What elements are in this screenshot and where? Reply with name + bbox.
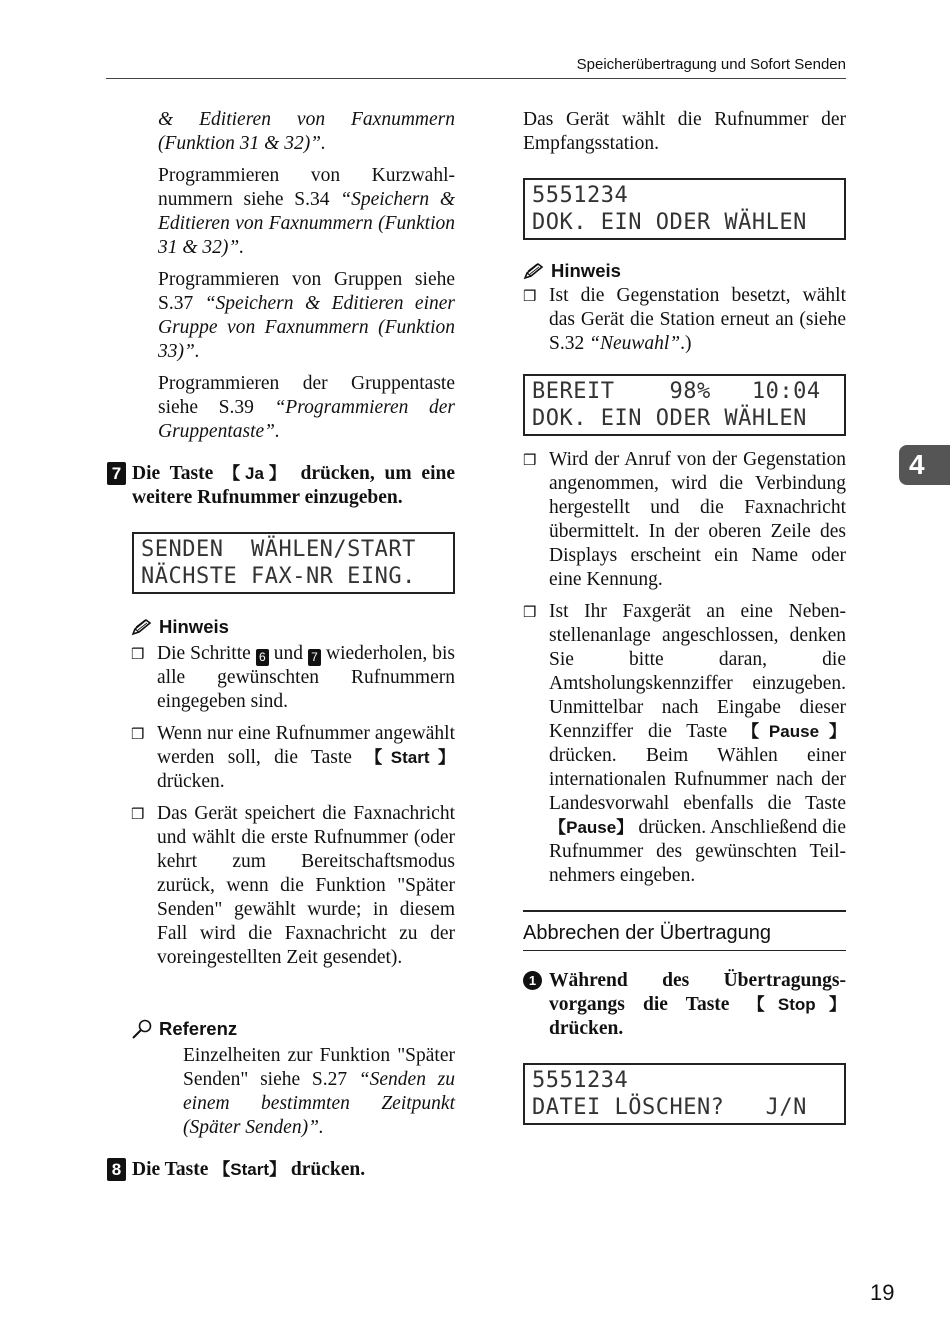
step-ref: 6 <box>256 649 269 666</box>
lcd-display: 5551234 DOK. EIN ODER WÄHLEN <box>523 178 846 240</box>
paragraph: Das Gerät wählt die Rufnummer der Empfangsstation. <box>523 109 846 154</box>
hinweis-heading: Hinweis <box>131 616 455 638</box>
checkbox-icon: ❒ <box>523 603 537 621</box>
list-item: ❒ Wird der Anruf von der Gegenstation angenommen, wird die Verbindung hergestellt und die Faxnachricht übermittelt. In der oberen Zeile des Displays erscheint ein Name oder eine Kennung. <box>523 449 846 590</box>
step-number: 8 <box>107 1158 126 1181</box>
page-number: 19 <box>870 1280 895 1305</box>
checkbox-icon: ❒ <box>523 287 537 305</box>
checkbox-icon: ❒ <box>131 645 145 663</box>
step-number: 7 <box>107 462 126 485</box>
step-8: 8 Die Taste 【Start】 drücken. <box>107 1158 455 1182</box>
key-pause: 【Pause】 <box>549 818 634 837</box>
list-item: ❒ Die Schritte 6 und 7 wiederholen, bis alle gewünschten Rufnummern eingegeben sind. <box>131 643 455 712</box>
lcd-display: 5551234 DATEI LÖSCHEN? J/N <box>523 1063 846 1125</box>
lcd-display: BEREIT 98% 10:04 DOK. EIN ODER WÄHLEN <box>523 374 846 436</box>
hinweis-heading: Hinweis <box>523 260 846 282</box>
key-start: 【Start】 <box>213 1160 286 1179</box>
magnifier-icon <box>131 1019 153 1039</box>
header-title: Speicherübertragung und Sofort Senden <box>576 56 846 73</box>
key-pause: 【Pause】 <box>741 722 846 741</box>
section-title: Abbrechen der Übertragung <box>523 918 846 951</box>
pencil-icon <box>131 618 153 636</box>
paragraph: Programmieren von Gruppen siehe S.37 “Speichern & Editieren einer Gruppe von Faxnummern (Funktion 33)”. <box>158 269 455 362</box>
checkbox-icon: ❒ <box>131 805 145 823</box>
key-ja: 【Ja】 <box>223 464 291 483</box>
list-item: ❒ Das Gerät speichert die Faxnachricht und wählt die erste Rufnummer (oder kehrt zum Bereitschaftsmodus zurück, wenn die Funktion "Später Senden" gewählt wurde; in diesem Fall wird die Faxnachricht zu der voreingestellten Zeit gesendet). <box>131 803 455 968</box>
paragraph: & Editieren von Faxnummern (Funktion 31 & 32)”. <box>158 109 455 154</box>
checkbox-icon: ❒ <box>523 451 537 469</box>
paragraph: Programmieren der Gruppentaste siehe S.39 “Programmieren der Gruppentaste”. <box>158 373 455 442</box>
key-stop: 【Stop】 <box>747 995 846 1014</box>
step-7: 7 Die Taste 【Ja】 drücken, um eine weitere Rufnummer einzugeben. <box>107 462 455 510</box>
lcd-display: SENDEN WÄHLEN/START NÄCHSTE FAX-NR EING. <box>132 532 455 594</box>
section-divider <box>523 910 846 912</box>
running-header <box>106 54 846 79</box>
referenz-heading: Referenz <box>131 1018 455 1040</box>
step-number: 1 <box>523 971 542 990</box>
chapter-tab: 4 <box>899 445 950 485</box>
left-column <box>107 108 455 1182</box>
reference-text: Einzelheiten zur Funktion "Später Senden" siehe S.27 “Senden zu einem bestimmten Zeitpunkt (Später Senden)”. <box>183 1045 456 1138</box>
right-column <box>523 108 846 1125</box>
list-item: ❒ Wenn nur eine Rufnummer angewählt werden soll, die Taste 【Start】drücken. <box>131 723 455 792</box>
cancel-step-1: 1 Während des Übertragungsvorgangs die Taste 【Stop】 drücken. <box>523 969 846 1041</box>
pencil-icon <box>523 262 545 280</box>
checkbox-icon: ❒ <box>131 725 145 743</box>
paragraph: Programmieren von Kurzwahlnummern siehe S.34 “Speichern & Editieren von Faxnummern (Funktion 31 & 32)”. <box>158 165 455 258</box>
step-ref: 7 <box>308 649 321 666</box>
list-item: ❒ Ist die Gegenstation besetzt, wählt das Gerät die Station erneut an (siehe S.32 “Neuwahl”.) <box>523 285 846 354</box>
key-start: 【Start】 <box>365 748 455 767</box>
list-item: ❒ Ist Ihr Faxgerät an eine Nebenstellenanlage angeschlossen, denken Sie bitte daran, die Amtsholungskennziffer einzugeben. Unmittelbar nach Eingabe dieser Kennziffer die Taste 【Pause】 drücken. Beim Wählen einer internationalen Rufnummer nach der Landesvorwahl ebenfalls die Taste 【Pause】 drücken. Anschließend die Rufnummer des gewünschten Teilnehmers eingeben. <box>523 601 846 886</box>
